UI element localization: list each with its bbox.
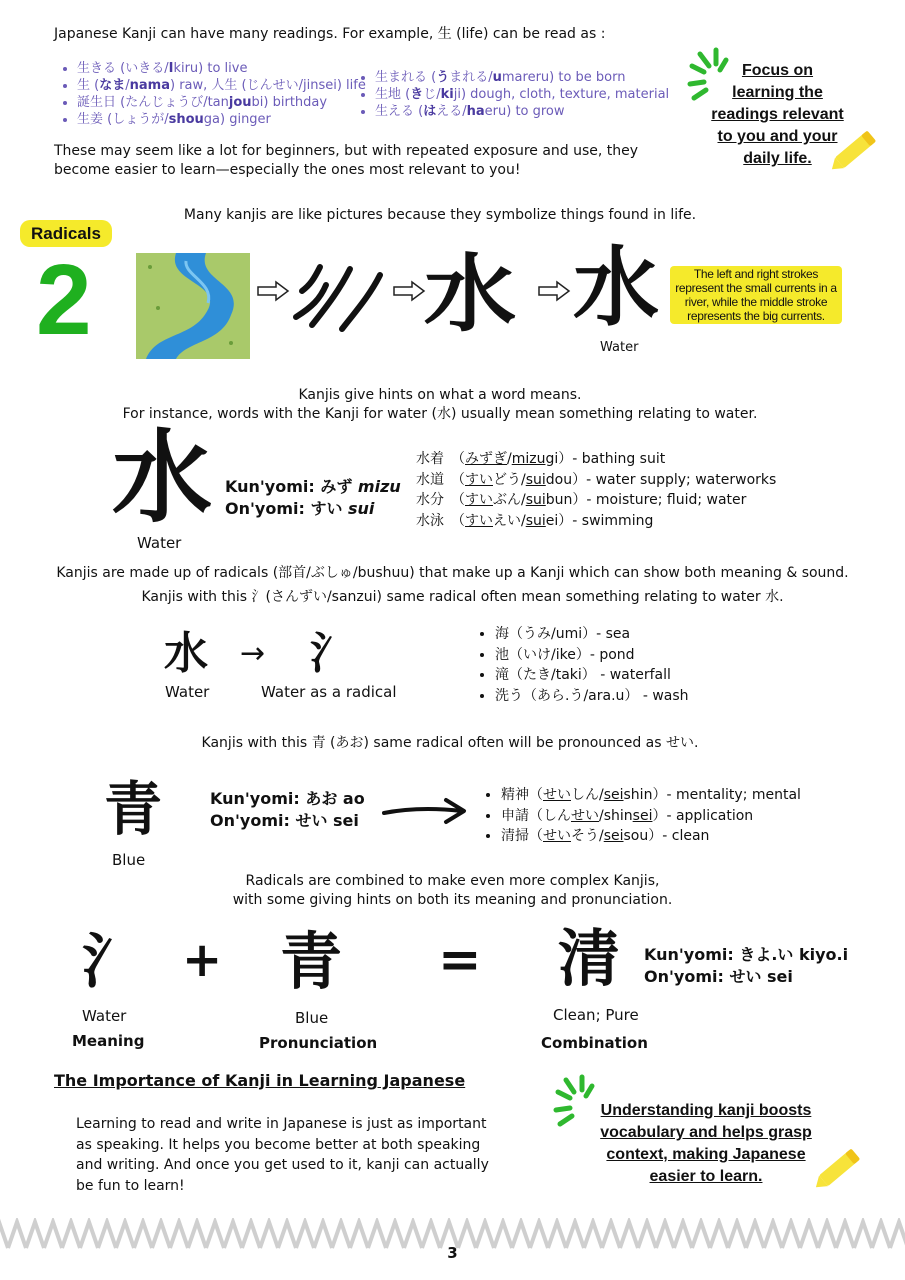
reading-item: • 生まれる (うまれる/umareru) to be born <box>375 69 695 86</box>
kanji-final-caption: Water <box>600 340 639 355</box>
water-word: 水道 （すいどう/suidou）- water supply; waterworks <box>416 471 777 488</box>
sanzui-word: • 滝（たき/taki） - waterfall <box>495 665 689 686</box>
callout-line: vocabulary and helps grasp <box>600 1124 812 1141</box>
stroke-note: The left and right strokes represent the small currents in a river, while the middle stroke represents the big currents. <box>670 266 842 324</box>
ao-readings: Kun'yomi: あお ao On'yomi: せい sei <box>210 789 365 830</box>
callout-line: daily life. <box>743 150 812 167</box>
kanji-brush: 水 <box>423 245 517 343</box>
reading-item: • 誕生日 (たんじょうび/tanjoubi) birthday <box>77 94 387 111</box>
water-kanji: 水 <box>112 419 212 536</box>
combine-caption-meaning: Meaning <box>72 1032 145 1050</box>
hints-line-2: For instance, words with the Kanji for water (水) usually mean something relating to water. <box>122 406 758 422</box>
combine-radical: 氵 <box>82 927 142 997</box>
callout-line: and writing. And once you get used to it, kanji can actually <box>76 1157 489 1173</box>
intro-outro: These may seem like a lot for beginners, but with repeated exposure and use, they become easier to learn—especially the ones most relevant to you! <box>54 143 639 178</box>
reading-item: • 生姜 (しょうが/shouga) ginger <box>77 111 387 128</box>
water-word: 水泳 （すいえい/suiei）- swimming <box>416 512 654 529</box>
combine-plus: + <box>182 932 223 988</box>
reading-item: • 生地 (きじ/kiji) dough, cloth, texture, material <box>375 86 695 103</box>
ao-kanji: 青 <box>104 775 163 843</box>
callout-line: readings relevant <box>711 106 844 123</box>
ao-word: • 清掃（せいそう/seisou）- clean <box>501 826 801 847</box>
hints-line-1: Kanjis give hints on what a word means. <box>298 387 582 403</box>
sanzui-water-kanji: 水 <box>164 628 208 679</box>
water-word: 水着 （みずぎ/mizugi）- bathing suit <box>416 451 666 467</box>
radicals-line-2: Kanjis with this 氵(さんずい/sanzui) same radical often mean something relating to water 水. <box>141 589 784 605</box>
combine-blue-kanji: 青 <box>280 925 343 998</box>
combine-caption-blue: Blue <box>295 1009 329 1027</box>
sanzui-word-list <box>473 624 689 706</box>
readings-left-list <box>55 60 387 128</box>
river-illustration <box>136 253 250 359</box>
importance-body <box>76 1114 489 1196</box>
sanzui-caption-radical: Water as a radical <box>261 683 397 701</box>
reading-item: • 生 (なま/nama) raw, 人生 (じんせい/jinsei) life <box>77 77 387 94</box>
pictures-line: Many kanjis are like pictures because they symbolize things found in life. <box>183 207 697 223</box>
callout-bottom <box>590 1100 822 1188</box>
sanzui-word: • 池（いけ/ike）- pond <box>495 645 689 666</box>
combine-line-1: Radicals are combined to make even more complex Kanjis, <box>245 873 660 889</box>
water-caption: Water <box>137 534 182 552</box>
arrow-right-icon <box>537 280 571 302</box>
ao-caption: Blue <box>112 851 146 869</box>
ao-word: • 申請（しんせい/shinsei）- application <box>501 806 801 827</box>
page-number: 3 <box>447 1244 458 1262</box>
water-word-list <box>416 449 776 531</box>
callout-line: Learning to read and write in Japanese is just as important <box>76 1116 487 1132</box>
intro-line: Japanese Kanji can have many readings. For example, 生 (life) can be read as : <box>54 26 606 42</box>
pencil-icon <box>810 1144 866 1196</box>
ao-line: Kanjis with this 青 (あお) same radical often will be pronounced as せい. <box>201 735 699 751</box>
combine-caption-pronunciation: Pronunciation <box>259 1034 378 1052</box>
combine-readings: Kun'yomi: きよ.い kiyo.i On'yomi: せい sei <box>644 945 849 986</box>
brush-strokes-illustration <box>290 255 386 335</box>
callout-line: Understanding kanji boosts <box>600 1102 812 1119</box>
callout-line: easier to learn. <box>649 1168 763 1185</box>
sanzui-caption-water: Water <box>165 683 210 701</box>
long-arrow-icon <box>380 796 468 826</box>
combine-caption-combination: Combination <box>541 1034 648 1052</box>
callout-line: as speaking. It helps you become better at both speaking <box>76 1136 481 1153</box>
combine-caption-water: Water <box>82 1007 127 1025</box>
callout-line: context, making Japanese <box>606 1146 806 1163</box>
ao-word: • 精神（せいしん/seishin）- mentality; mental <box>501 785 801 806</box>
combine-line-2: with some giving hints on both its meaning and pronunciation. <box>232 892 673 908</box>
arrow-right-icon <box>392 280 426 302</box>
sanzui-arrow: → <box>240 636 266 671</box>
reading-item: • 生きる (いきる/Ikiru) to live <box>77 60 387 77</box>
section-number: 2 <box>36 244 92 356</box>
section-label: Radicals <box>20 220 112 247</box>
readings-right-list <box>353 69 695 120</box>
sanzui-word: • 洗う（あら.う/ara.u） - wash <box>495 686 689 707</box>
callout-line: be fun to learn! <box>76 1177 185 1194</box>
kanji-final: 水 <box>573 238 659 338</box>
sanzui-radical: 氵 <box>310 628 354 679</box>
callout-line: to you and your <box>717 128 838 145</box>
combine-equals: = <box>438 930 482 990</box>
ao-word-list <box>479 785 801 847</box>
importance-title: The Importance of Kanji in Learning Japanese <box>54 1071 466 1090</box>
combine-result-kanji: 清 <box>558 922 621 995</box>
arrow-right-icon <box>256 280 290 302</box>
sanzui-word: • 海（うみ/umi）- sea <box>495 624 689 645</box>
radicals-line-1: Kanjis are made up of radicals (部首/ぶしゅ/bushuu) that make up a Kanji which can show both meaning & sound. <box>56 565 849 581</box>
water-word: 水分 （すいぶん/suibun）- moisture; fluid; water <box>416 492 747 508</box>
pencil-icon <box>826 126 882 178</box>
combine-caption-clean: Clean; Pure <box>553 1006 639 1024</box>
callout-line: Focus on <box>741 62 814 79</box>
reading-item: • 生える (はえる/haeru) to grow <box>375 103 695 120</box>
water-readings: Kun'yomi: みず mizu On'yomi: すい sui <box>225 477 401 518</box>
callout-line: learning the <box>732 84 823 101</box>
